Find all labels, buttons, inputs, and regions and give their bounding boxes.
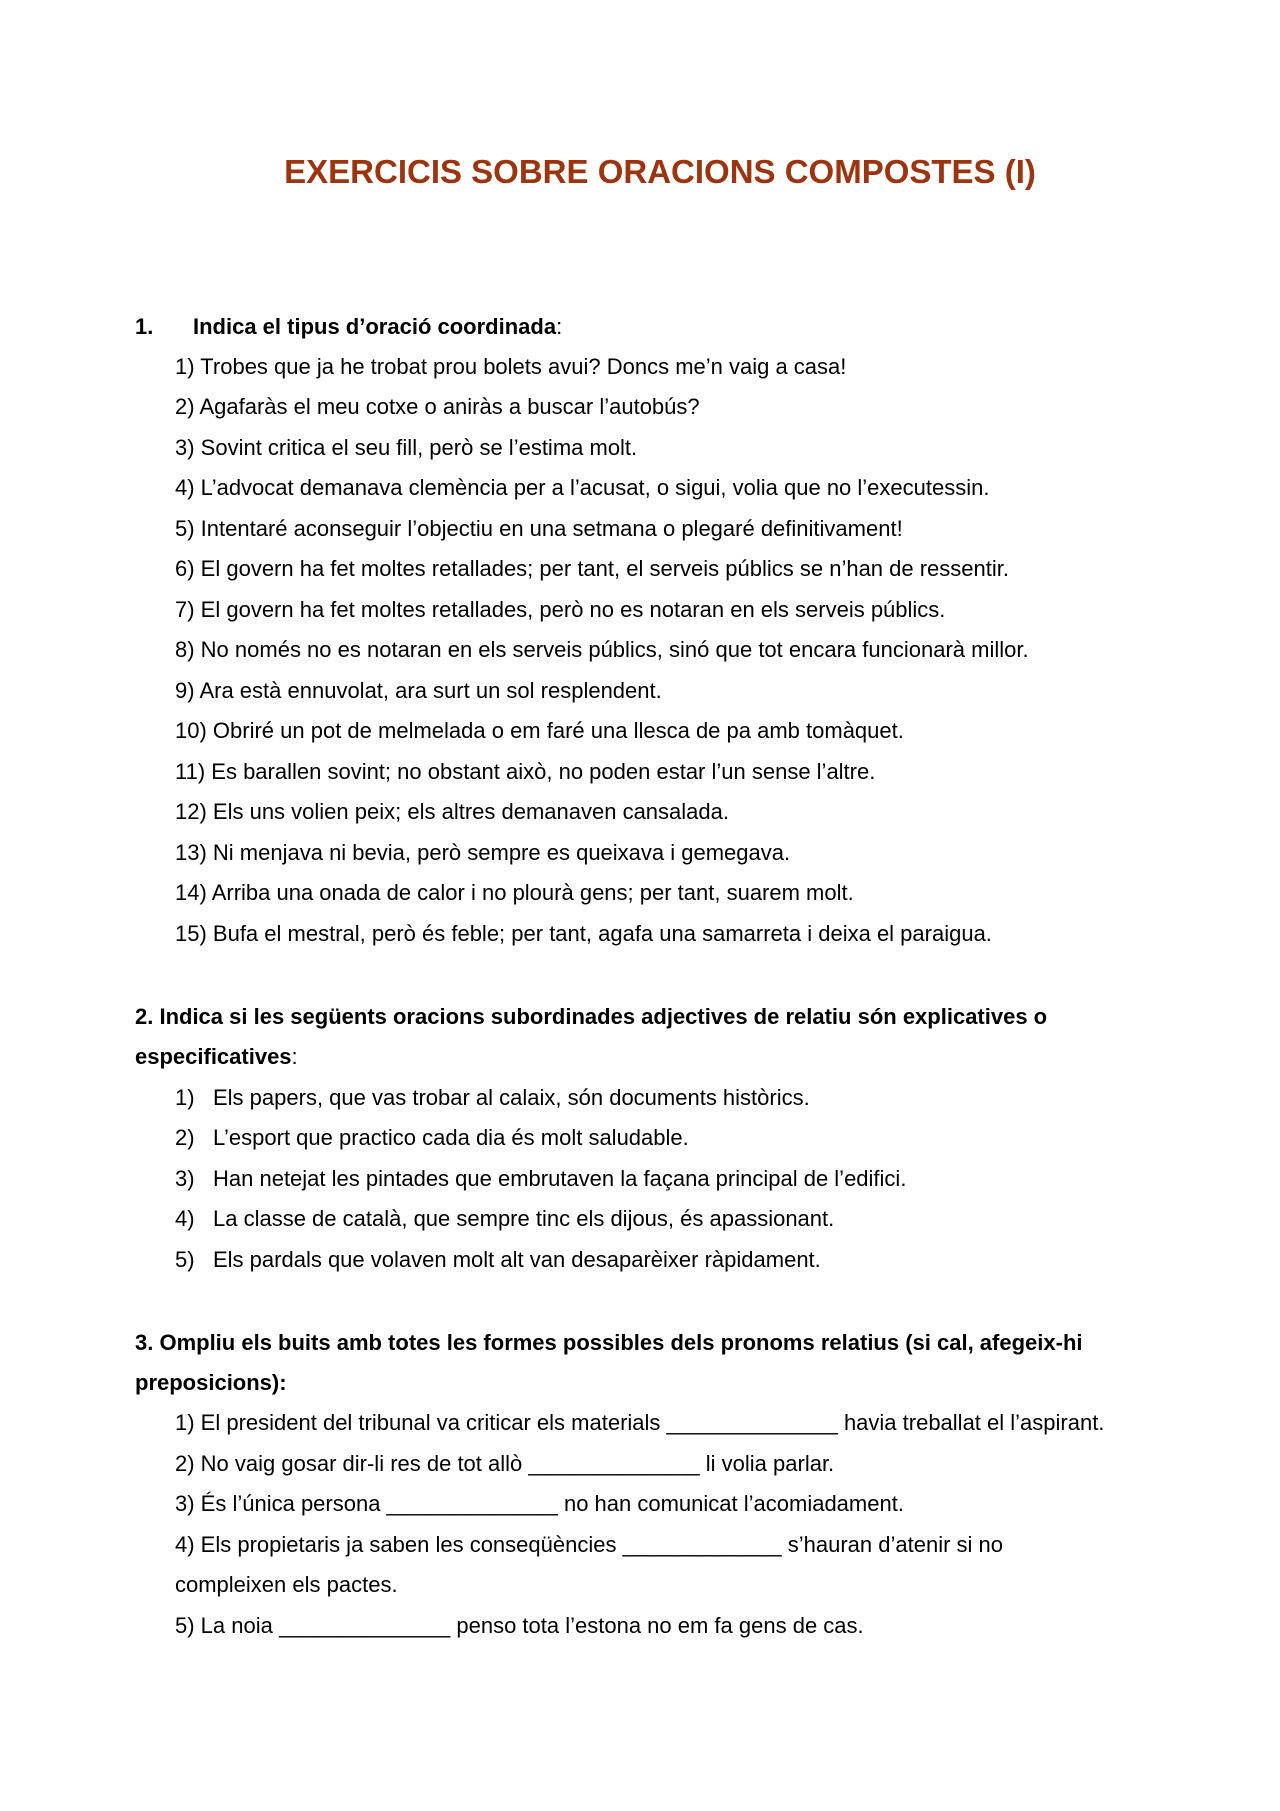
section3-item-2: 2) No vaig gosar dir-li res de tot allò ______________ li volia parlar.: [175, 1451, 835, 1476]
section1-item-8: 8) No només no es notaran en els serveis públics, sinó que tot encara funcionarà millor.: [175, 637, 1029, 662]
section2-heading-colon: :: [291, 1044, 298, 1069]
section1-item-11: 11) Es barallen sovint; no obstant això, no poden estar l’un sense l’altre.: [175, 759, 876, 784]
section2-item-number: 3): [175, 1166, 195, 1191]
section2-item-text: Els papers, que vas trobar al calaix, són documents històrics.: [213, 1085, 810, 1110]
section2-item-2: [175, 1124, 689, 1152]
section3-item-3: 3) És l’única persona ______________ no han comunicat l’acomiadament.: [175, 1491, 904, 1516]
section2-item-number: 1): [175, 1085, 195, 1110]
section2-item-text: Els pardals que volaven molt alt van desaparèixer ràpidament.: [213, 1247, 821, 1272]
section1-item-13: 13) Ni menjava ni bevia, però sempre es queixava i gemegava.: [175, 840, 791, 865]
section2-item-number: 2): [175, 1125, 195, 1150]
section1-item-4: 4) L’advocat demanava clemència per a l’acusat, o sigui, volia que no l’executessin.: [175, 475, 990, 500]
section2-item-3: [175, 1165, 906, 1193]
section3-item-1: 1) El president del tribunal va criticar els materials ______________ havia treballat el l’aspirant.: [175, 1410, 1105, 1435]
section1-item-2: 2) Agafaràs el meu cotxe o aniràs a buscar l’autobús?: [175, 394, 700, 419]
page-title: EXERCICIS SOBRE ORACIONS COMPOSTES (I): [284, 153, 1036, 190]
section1-item-10: 10) Obriré un pot de melmelada o em faré una llesca de pa amb tomàquet.: [175, 718, 904, 743]
section3-item-4-continued: compleixen els pactes.: [175, 1572, 398, 1597]
section2-item-1: [175, 1084, 810, 1112]
section2-item-text: La classe de català, que sempre tinc els dijous, és apassionant.: [213, 1206, 835, 1231]
section2-heading-line2: [135, 1043, 298, 1071]
section1-heading: [193, 313, 562, 341]
section1-item-14: 14) Arriba una onada de calor i no plourà gens; per tant, suarem molt.: [175, 880, 854, 905]
section3-item-4: 4) Els propietaris ja saben les conseqüències _____________ s’hauran d’atenir si no: [175, 1532, 1003, 1557]
section2-item-number: 5): [175, 1247, 195, 1272]
section2-item-number: 4): [175, 1206, 195, 1231]
section2-item-5: [175, 1246, 821, 1274]
section1-item-12: 12) Els uns volien peix; els altres demanaven cansalada.: [175, 799, 729, 824]
section2-heading-text: especificatives: [135, 1044, 292, 1069]
section1-item-3: 3) Sovint critica el seu fill, però se l’estima molt.: [175, 435, 638, 460]
section3-heading-line2: preposicions):: [135, 1370, 287, 1395]
section3-item-5: 5) La noia ______________ penso tota l’estona no em fa gens de cas.: [175, 1613, 864, 1638]
section2-item-text: L’esport que practico cada dia és molt saludable.: [213, 1125, 689, 1150]
section1-number: 1.: [135, 314, 154, 339]
section1-item-9: 9) Ara està ennuvolat, ara surt un sol resplendent.: [175, 678, 662, 703]
section1-heading-colon: :: [556, 314, 563, 339]
section1-item-1: 1) Trobes que ja he trobat prou bolets avui? Doncs me’n vaig a casa!: [175, 354, 847, 379]
section2-heading-line1: 2. Indica si les següents oracions subordinades adjectives de relatiu són explicatives o: [135, 1004, 1048, 1029]
section2-item-text: Han netejat les pintades que embrutaven la façana principal de l’edifici.: [213, 1166, 907, 1191]
section1-item-15: 15) Bufa el mestral, però és feble; per tant, agafa una samarreta i deixa el paraigua.: [175, 921, 992, 946]
section3-heading-line1: 3. Ompliu els buits amb totes les formes possibles dels pronoms relatius (si cal, afegeix-hi: [135, 1330, 1083, 1355]
section2-item-4: [175, 1205, 834, 1233]
section1-item-6: 6) El govern ha fet moltes retallades; per tant, el serveis públics se n’han de ressentir.: [175, 556, 1009, 581]
section1-item-7: 7) El govern ha fet moltes retallades, però no es notaran en els serveis públics.: [175, 597, 946, 622]
section1-heading-text: Indica el tipus d’oració coordinada: [193, 314, 557, 339]
section1-item-5: 5) Intentaré aconseguir l’objectiu en una setmana o plegaré definitivament!: [175, 516, 903, 541]
